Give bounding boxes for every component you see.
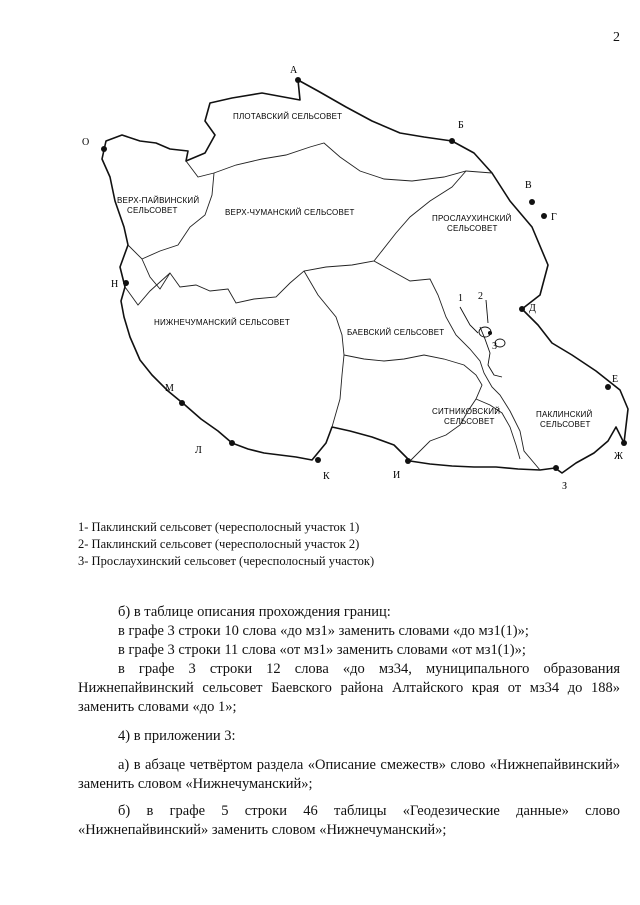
map-legend: [78, 519, 374, 570]
point-i-label: И: [393, 470, 401, 481]
point-zh-label: Ж: [614, 451, 623, 462]
point-k-label: К: [323, 471, 330, 482]
parcel-number-3: 3: [492, 341, 497, 352]
district-label-sitnikovsky-1: СИТНИКОВСКИЙ: [432, 407, 501, 416]
parcel-number-1: 1: [458, 293, 463, 304]
legend-item: 2- Паклинский сельсовет (чересполосный участок 2): [78, 537, 360, 551]
district-label-prosloukhinsky-1: ПРОСЛАУХИНСКИЙ: [432, 214, 512, 223]
district-label-plotavsky: ПЛОТАВСКИЙ СЕЛЬСОВЕТ: [233, 112, 343, 121]
appendix-amendment-a: [78, 756, 620, 794]
point-n-marker: [123, 280, 129, 286]
point-g-marker: [541, 213, 547, 219]
district-label-paklinsky-1: ПАКЛИНСКИЙ: [536, 410, 593, 419]
paragraph-b: б) в графе 5 строки 46 таблицы «Геодезические данные» слово «Нижнепайвинский» заменить словом «Нижнечуманский»;: [78, 803, 620, 838]
point-m-label: М: [165, 383, 174, 394]
district-label-sitnikovsky-2: СЕЛЬСОВЕТ: [444, 417, 495, 426]
point-i-marker: [405, 458, 411, 464]
legend-item: 3- Прослаухинский сельсовет (чересполосный участок): [78, 554, 375, 568]
point-o-label: О: [82, 137, 90, 148]
appendix-3-heading: 4) в приложении 3:: [118, 728, 236, 744]
amendment-line: в графе 3 строки 11 слова «от мз1» заменить словами «от мз1(1)»;: [118, 642, 526, 658]
district-label-prosloukhinsky-2: СЕЛЬСОВЕТ: [447, 224, 498, 233]
point-z-label: З: [562, 481, 568, 492]
parcel-number-2: 2: [478, 291, 483, 302]
point-v-label: В: [525, 180, 532, 191]
point-e-label: Е: [612, 374, 619, 385]
district-label-verkh-chumansky: ВЕРХ-ЧУМАНСКИЙ СЕЛЬСОВЕТ: [225, 208, 355, 217]
district-label-verkh-payvinsky-1: ВЕРХ-ПАЙВИНСКИЙ: [117, 196, 200, 205]
point-l-label: Л: [195, 445, 202, 456]
point-d-marker: [519, 306, 525, 312]
point-a-marker: [295, 77, 301, 83]
amendment-line: в графе 3 строки 12 слова «до мз34, муниципального образования Нижнепайвинский сельсовет Баевского района Алтайского края от мз34 до 188» заменить словами «до 1»;: [78, 661, 620, 715]
point-zh-marker: [621, 440, 627, 446]
boundary-map: [0, 55, 640, 495]
enclave-parcels: [460, 300, 505, 377]
point-d-label: Д: [529, 303, 536, 314]
amendment-line: в графе 3 строки 10 слова «до мз1» заменить словами «до мз1(1)»;: [118, 623, 529, 639]
point-l-marker: [229, 440, 235, 446]
district-label-verkh-payvinsky-2: СЕЛЬСОВЕТ: [127, 206, 178, 215]
district-label-baevsky: БАЕВСКИЙ СЕЛЬСОВЕТ: [347, 328, 445, 337]
district-label-nizhnechumansky: НИЖНЕЧУМАНСКИЙ СЕЛЬСОВЕТ: [154, 318, 290, 327]
point-m-marker: [179, 400, 185, 406]
amendment-intro: б) в таблице описания прохождения границ:: [118, 604, 391, 620]
point-v-marker: [529, 199, 535, 205]
page-number: 2: [613, 30, 620, 45]
point-z-marker: [553, 465, 559, 471]
point-o-marker: [101, 146, 107, 152]
point-b-marker: [449, 138, 455, 144]
appendix-heading: [78, 727, 620, 746]
appendix-amendment-b: [78, 802, 620, 840]
point-n-label: Н: [111, 279, 119, 290]
point-b-label: Б: [458, 120, 464, 131]
point-g-label: Г: [551, 212, 557, 223]
district-label-paklinsky-2: СЕЛЬСОВЕТ: [540, 420, 591, 429]
paragraph-a: а) в абзаце четвёртом раздела «Описание смежеств» слово «Нижнепайвинский» заменить словом «Нижнечуманский»;: [78, 757, 620, 792]
legend-item: 1- Паклинский сельсовет (чересполосный участок 1): [78, 520, 360, 534]
boundary-table-amendments: [78, 603, 620, 717]
point-a-label: А: [290, 65, 298, 76]
point-k-marker: [315, 457, 321, 463]
point-e-marker: [605, 384, 611, 390]
